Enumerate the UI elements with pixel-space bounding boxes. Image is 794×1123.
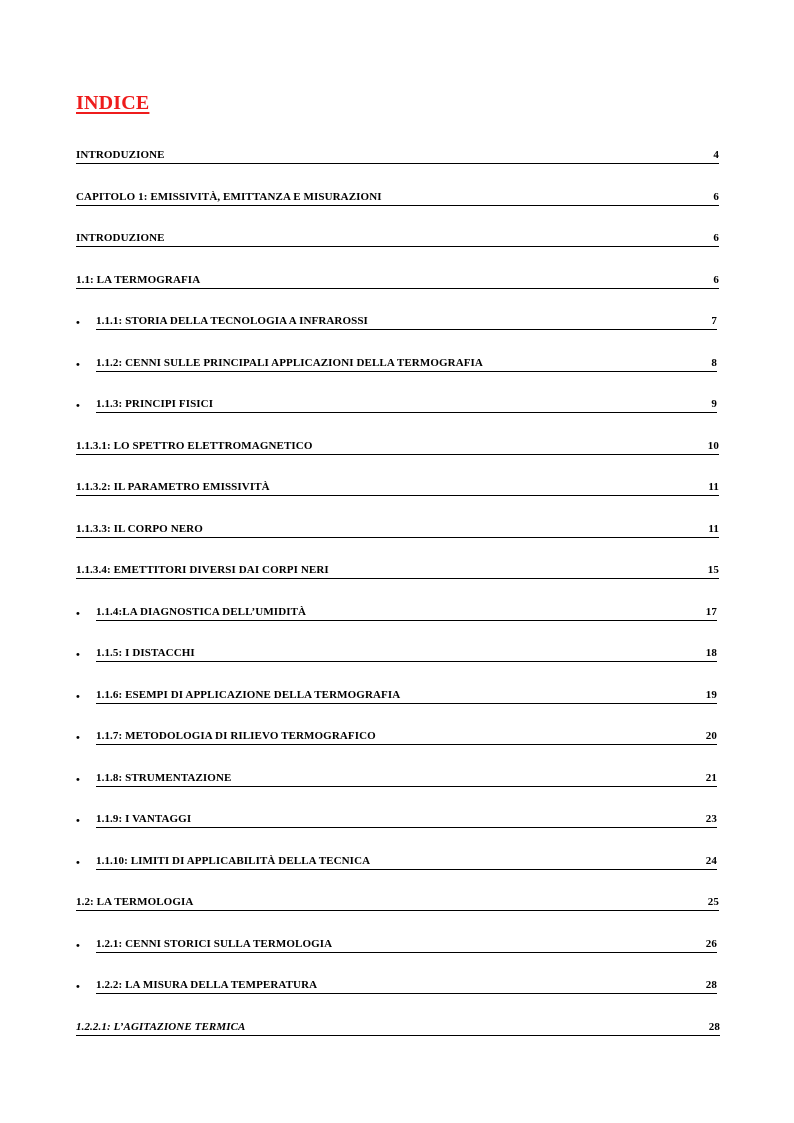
toc-link[interactable] — [76, 440, 719, 455]
toc-entry — [76, 398, 719, 440]
toc-entry — [76, 191, 719, 233]
toc-entry-label: 1.1.7: METODOLOGIA DI RILIEVO TERMOGRAFICO — [96, 730, 376, 742]
toc-entry-page-number: 20 — [705, 730, 717, 742]
toc-link[interactable] — [96, 398, 717, 413]
toc-link[interactable] — [96, 647, 717, 662]
toc-entry-page-number: 7 — [711, 315, 717, 327]
toc-entry — [76, 772, 719, 814]
toc-entry-page-number: 4 — [713, 149, 719, 161]
toc-entry — [76, 730, 719, 772]
toc-entry-page-number: 21 — [705, 771, 717, 784]
toc-entry-label: CAPITOLO 1: EMISSIVITÀ, EMITTANZA E MISURAZIONI — [76, 190, 382, 203]
toc-link[interactable] — [76, 481, 719, 496]
toc-link[interactable] — [96, 689, 717, 704]
toc-entry-label: 1.1.3: PRINCIPI FISICI — [96, 398, 214, 410]
toc-entry-label: 1.2.2: LA MISURA DELLA TEMPERATURA — [96, 979, 318, 991]
toc-entry-page-number: 15 — [707, 564, 719, 576]
toc-entry-page-number: 11 — [708, 481, 719, 493]
toc-link[interactable] — [96, 772, 717, 787]
toc-entry — [76, 274, 719, 316]
bullet-icon: • — [76, 856, 80, 869]
toc-link[interactable] — [96, 813, 717, 828]
bullet-icon: • — [76, 939, 80, 952]
toc-entry — [76, 938, 719, 980]
toc-link[interactable] — [76, 232, 719, 247]
toc-link[interactable] — [76, 564, 719, 579]
bullet-icon: • — [76, 732, 80, 744]
toc-entry — [76, 1021, 719, 1063]
toc-entry-page-number: 10 — [707, 439, 719, 452]
toc-link[interactable] — [76, 274, 719, 289]
bullet-icon: • — [76, 815, 80, 827]
toc-link[interactable] — [96, 938, 717, 953]
bullet-icon: • — [76, 607, 80, 620]
toc-entry-label: 1.2.2.1: L’AGITAZIONE TERMICA — [76, 1020, 246, 1033]
toc-entry-page-number: 24 — [705, 854, 717, 867]
toc-link[interactable] — [76, 191, 719, 206]
toc-link[interactable] — [96, 730, 717, 745]
page-title: INDICE — [76, 92, 150, 114]
toc-link[interactable] — [76, 896, 719, 911]
toc-entry-page-number: 19 — [705, 688, 717, 701]
toc-entry-label: 1.1.4:LA DIAGNOSTICA DELL’UMIDITÀ — [96, 605, 307, 618]
toc-entry-page-number: 28 — [705, 979, 717, 991]
bullet-icon: • — [76, 690, 80, 703]
toc-entry — [76, 606, 719, 648]
table-of-contents — [76, 149, 719, 1062]
bullet-icon: • — [76, 400, 80, 412]
toc-entry-page-number: 17 — [705, 605, 717, 618]
toc-link[interactable] — [96, 855, 717, 870]
bullet-icon: • — [76, 358, 80, 371]
toc-entry-label: 1.1.2: CENNI SULLE PRINCIPALI APPLICAZIONI DELLA TERMOGRAFIA — [96, 356, 483, 369]
toc-entry — [76, 357, 719, 399]
toc-entry-label: 1.1.3.3: IL CORPO NERO — [76, 522, 203, 535]
toc-entry — [76, 232, 719, 274]
toc-entry — [76, 481, 719, 523]
toc-entry-page-number: 6 — [713, 190, 719, 203]
bullet-icon: • — [76, 981, 80, 993]
toc-entry-label: 1.1: LA TERMOGRAFIA — [76, 273, 201, 286]
toc-entry-label: 1.1.10: LIMITI DI APPLICABILITÀ DELLA TECNICA — [96, 854, 371, 867]
toc-link[interactable] — [96, 979, 717, 994]
bullet-icon: • — [76, 773, 80, 786]
toc-entry-page-number: 6 — [713, 232, 719, 244]
toc-entry-label: 1.1.3.1: LO SPETTRO ELETTROMAGNETICO — [76, 439, 313, 452]
toc-entry — [76, 855, 719, 897]
toc-entry-label: 1.1.3.4: EMETTITORI DIVERSI DAI CORPI NERI — [76, 564, 329, 576]
bullet-icon: • — [76, 317, 80, 329]
toc-entry-page-number: 11 — [708, 522, 719, 535]
toc-entry-label: INTRODUZIONE — [76, 232, 165, 244]
toc-entry-page-number: 9 — [711, 398, 717, 410]
toc-link[interactable] — [76, 523, 719, 538]
toc-entry — [76, 315, 719, 357]
toc-entry-label: INTRODUZIONE — [76, 149, 165, 161]
toc-entry — [76, 440, 719, 482]
toc-link[interactable] — [96, 315, 717, 330]
toc-entry — [76, 523, 719, 565]
toc-entry-label: 1.1.8: STRUMENTAZIONE — [96, 771, 232, 784]
toc-entry-page-number: 18 — [705, 647, 717, 659]
toc-link[interactable] — [96, 606, 717, 621]
toc-entry — [76, 896, 719, 938]
bullet-icon: • — [76, 649, 80, 661]
toc-entry-label: 1.1.5: I DISTACCHI — [96, 647, 195, 659]
toc-entry-page-number: 28 — [708, 1020, 720, 1033]
toc-entry — [76, 979, 719, 1021]
toc-link[interactable] — [76, 149, 719, 164]
toc-entry-page-number: 8 — [711, 356, 717, 369]
toc-entry-label: 1.1.9: I VANTAGGI — [96, 813, 192, 825]
toc-entry — [76, 813, 719, 855]
toc-entry-label: 1.1.6: ESEMPI DI APPLICAZIONE DELLA TERMOGRAFIA — [96, 688, 401, 701]
toc-entry-page-number: 23 — [705, 813, 717, 825]
toc-entry — [76, 647, 719, 689]
toc-link[interactable] — [76, 1021, 720, 1036]
toc-link[interactable] — [96, 357, 717, 372]
toc-entry-label: 1.1.1: STORIA DELLA TECNOLOGIA A INFRAROSSI — [96, 315, 368, 327]
toc-entry-page-number: 25 — [707, 896, 719, 908]
toc-entry-page-number: 6 — [713, 273, 719, 286]
toc-entry — [76, 149, 719, 191]
toc-entry-label: 1.2.1: CENNI STORICI SULLA TERMOLOGIA — [96, 937, 333, 950]
toc-entry — [76, 689, 719, 731]
toc-entry — [76, 564, 719, 606]
toc-entry-label: 1.2: LA TERMOLOGIA — [76, 896, 194, 908]
toc-entry-label: 1.1.3.2: IL PARAMETRO EMISSIVITÀ — [76, 481, 270, 493]
toc-entry-page-number: 26 — [705, 937, 717, 950]
